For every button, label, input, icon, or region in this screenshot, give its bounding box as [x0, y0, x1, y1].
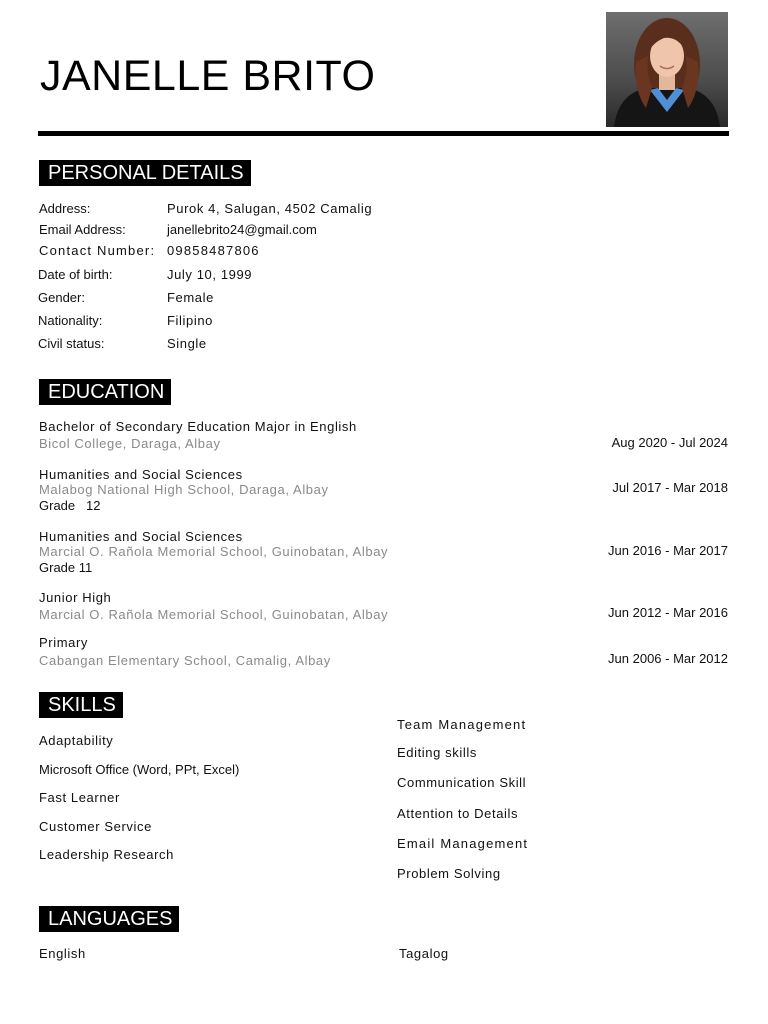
education-school: Malabog National High School, Daraga, Albay — [39, 482, 329, 497]
dob-value: July 10, 1999 — [167, 267, 253, 282]
education-school: Bicol College, Daraga, Albay — [39, 436, 221, 451]
skill-item: Communication Skill — [397, 775, 527, 790]
skill-item: Team Management — [397, 717, 527, 732]
language-item: English — [39, 946, 86, 961]
education-degree: Junior High — [39, 590, 112, 605]
education-dates: Jun 2012 - Mar 2016 — [608, 605, 728, 620]
skill-item: Microsoft Office (Word, PPt, Excel) — [39, 762, 240, 777]
skill-item: Adaptability — [39, 733, 114, 748]
skill-item: Problem Solving — [397, 866, 501, 881]
education-degree: Primary — [39, 635, 88, 650]
education-degree: Humanities and Social Sciences — [39, 467, 243, 482]
skill-item: Editing skills — [397, 745, 477, 760]
education-dates: Jun 2006 - Mar 2012 — [608, 651, 728, 666]
skill-item: Email Management — [397, 836, 529, 851]
contact-label: Contact Number: — [39, 243, 156, 258]
skill-item: Fast Learner — [39, 790, 120, 805]
education-degree: Bachelor of Secondary Education Major in English — [39, 419, 357, 434]
education-grade: Grade 11 — [39, 560, 93, 575]
dob-label: Date of birth: — [38, 267, 113, 282]
education-school: Marcial O. Rañola Memorial School, Guinobatan, Albay — [39, 607, 389, 622]
education-dates: Jul 2017 - Mar 2018 — [612, 480, 728, 495]
skill-item: Customer Service — [39, 819, 152, 834]
section-heading-skills: SKILLS — [39, 692, 123, 718]
education-grade: Grade 12 — [39, 498, 101, 513]
address-label: Address: — [39, 201, 91, 216]
skill-item: Attention to Details — [397, 806, 519, 821]
nationality-label: Nationality: — [38, 313, 103, 328]
civil-status-value: Single — [167, 336, 207, 351]
contact-value: 09858487806 — [167, 243, 260, 258]
education-dates: Jun 2016 - Mar 2017 — [608, 543, 728, 558]
education-degree: Humanities and Social Sciences — [39, 529, 243, 544]
nationality-value: Filipino — [167, 313, 213, 328]
section-heading-education: EDUCATION — [39, 379, 171, 405]
email-label: Email Address: — [39, 222, 126, 237]
gender-label: Gender: — [38, 290, 85, 305]
education-dates: Aug 2020 - Jul 2024 — [611, 435, 728, 450]
education-school: Marcial O. Rañola Memorial School, Guinobatan, Albay — [39, 544, 389, 559]
email-value: janellebrito24@gmail.com — [167, 222, 317, 237]
gender-value: Female — [167, 290, 214, 305]
resume-name: JANELLE BRITO — [40, 52, 376, 100]
profile-photo — [606, 12, 728, 127]
header-divider — [38, 131, 729, 136]
civil-status-label: Civil status: — [38, 336, 105, 351]
language-item: Tagalog — [399, 946, 449, 961]
section-heading-languages: LANGUAGES — [39, 906, 179, 932]
section-heading-personal-details: PERSONAL DETAILS — [39, 160, 251, 186]
address-value: Purok 4, Salugan, 4502 Camalig — [167, 201, 373, 216]
education-school: Cabangan Elementary School, Camalig, Albay — [39, 653, 331, 668]
skill-item: Leadership Research — [39, 847, 174, 862]
